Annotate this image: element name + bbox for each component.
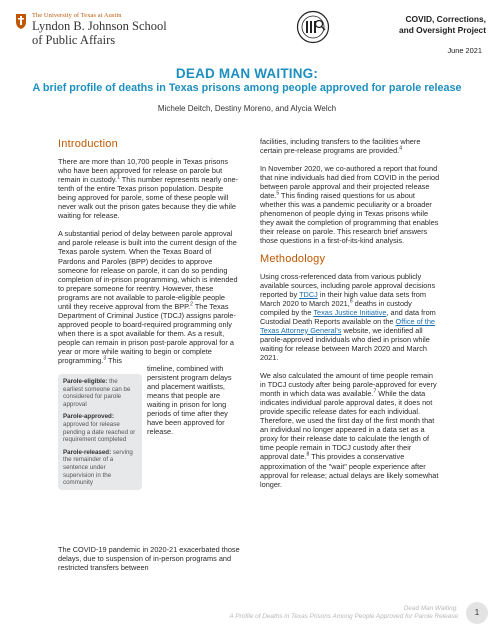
project-name-line1: COVID, Corrections, — [405, 14, 486, 24]
attorney-general-link[interactable]: Office of the Texas Attorney General's — [260, 316, 436, 335]
document-title: DEAD MAN WAITING: — [175, 66, 319, 81]
project-name — [399, 14, 486, 35]
lbj-wordmark — [32, 12, 167, 47]
definition-parole-approved: Parole-approved: approved for release pending a date reached or requirement completed — [63, 413, 136, 444]
left-column — [58, 140, 240, 581]
author-list: Michele Deitch, Destiny Moreno, and Alycia Welch — [157, 104, 337, 113]
page-number: 1 — [466, 602, 488, 624]
methodology-paragraph-1: Using cross-referenced data from various publicly available sources, including parole approval decisions reported by TDCJ in their high value data sets from March 2020 to March 2021,$^6$ deaths in custody compiled by the Texas Justice Initiative, and data from Custodial Death Reports available on the Office of the Texas Attorney General's website, we identified all parole-approved individuals who died in prison while waiting for release between March 2020 and March 2021. — [260, 271, 436, 362]
footer-line-2: A Profile of Deaths in Texas Prisons Among People Approved for Parole Release — [229, 613, 458, 620]
document-subtitle: A brief profile of deaths in Texas prisons among people approved for parole release — [32, 82, 462, 94]
introduction-heading: Introduction — [58, 138, 118, 150]
page-header — [0, 0, 494, 58]
project-name-line2: and Oversight Project — [398, 24, 486, 35]
right-paragraph-2: In November 2020, we co-authored a report that found that nine individuals had died from COVID in the period between parole approval and their projected release date.$^5$ This finding raised questions for us about whether this was a pandemic peculiarity or a broader phenomenon of people dying in Texas prisons while they await the completion of programming that enables their release on parole. This research brief answers those questions in a first-of-its-kind analysis. — [260, 164, 440, 246]
definition-parole-released: Parole-released: serving the remainder of a sentence under supervision in the community — [63, 448, 133, 487]
publication-date: June 2021 — [447, 46, 482, 55]
definition-parole-eligible: Parole-eligible: the earliest someone can be considered for parole approval — [63, 378, 131, 408]
methodology-paragraph-2: We also calculated the amount of time people remain in TDCJ custody after being parole-approved for every month in which data was available.$^7$ While the data indicates individual parole approval dates, it does not provide specific release dates for each individual. Therefore, we used the first day of the first month that an individual no longer appeared in a data set as a proxy for their release date to calculate the length of time people remain in TDCJ custody after their approval date.$^8$ This provides a conservative approximation of the "wait" people experience after approval for release; actual delays are likely somewhat longer. — [260, 371, 439, 489]
cocop-seal-icon — [296, 10, 330, 44]
definition-block — [58, 364, 240, 536]
footer-title — [229, 605, 458, 621]
intro-paragraph-1: There are more than 10,700 people in Texas prisons who have been approved for release on parole but remain in custody.$^1$ This number represents nearly one-tenth of the entire Texas prison population. Despite being approved for parole, some of these people will never walk out the prison gates because they die while waiting for release. — [58, 157, 239, 221]
ut-tower-logo — [14, 12, 28, 30]
university-name: The University of Texas at Austin — [32, 12, 122, 19]
school-name-line1: Lyndon B. Johnson School — [32, 19, 167, 33]
definitions-callout — [58, 374, 142, 490]
methodology-heading: Methodology — [260, 252, 326, 265]
right-paragraph-1: facilities, including transfers to the facilities where certain pre-release programs are provided.$^4$ — [260, 137, 421, 156]
intro-paragraph-2: A substantial period of delay between parole approval and parole release is built into the current design of the Texas parole system. When the Texas Board of Pardons and Paroles (BPP) decides to approve someone for release on parole, it can do so pending completion of in-prison programming, which is intended to prepare someone for reentry. However, these programs are not available to parole-eligible people until they receive approval from the BPP.$^2$ The Texas Department of Criminal Justice (TDCJ) assigns parole-approved people to board-required programming only when there is a spot available for them. As a result, people can remain in prison post-parole approval for a year or more while waiting to begin or complete programming.$^3$ This — [58, 229, 238, 366]
school-name-line2: of Public Affairs — [32, 33, 116, 47]
texas-justice-initiative-link[interactable]: Texas Justice Initiative — [313, 307, 387, 317]
tdcj-link[interactable]: TDCJ — [299, 289, 318, 299]
footer-line-1: Dead Man Waiting: — [403, 605, 458, 612]
right-column — [260, 137, 440, 498]
intro-paragraph-3: The COVID-19 pandemic in 2020-21 exacerbated those delays, due to suspension of in-person programs and restricted transfers between — [58, 545, 240, 573]
page-footer — [188, 602, 488, 632]
intro-paragraph-2-continued: timeline, combined with persistent program delays and placement waitlists, means that people are waiting in prison for long periods of time after they have been approved for release. — [147, 364, 232, 437]
